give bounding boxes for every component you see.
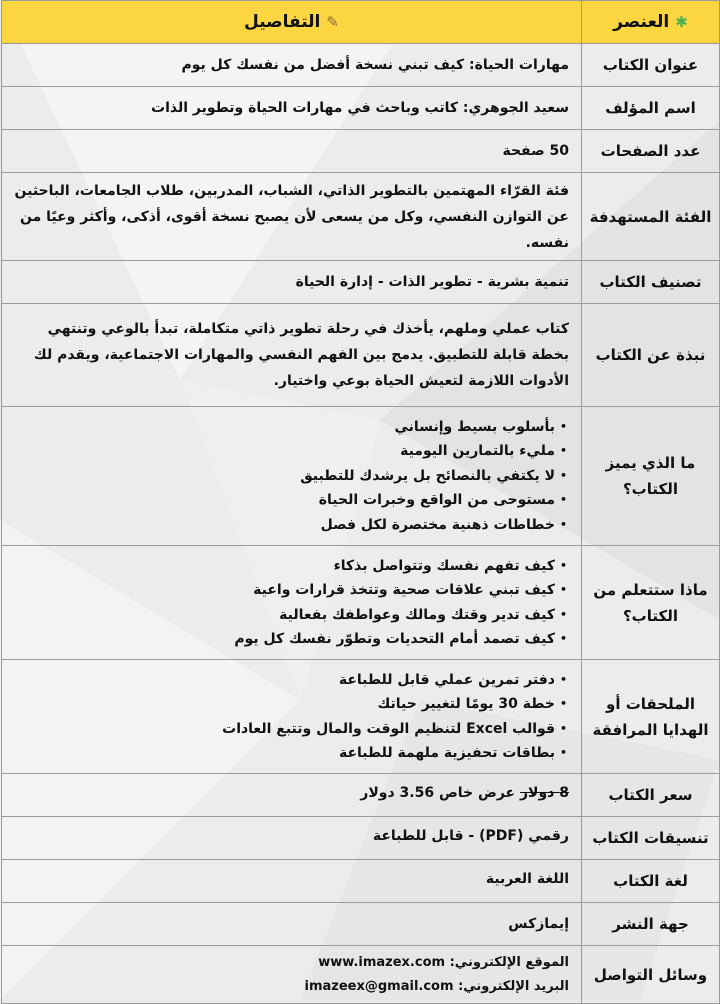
- list-item: • مليء بالتمارين اليومية: [10, 439, 555, 464]
- table-row: [2, 774, 720, 817]
- row-key: عنوان الكتاب: [582, 44, 720, 87]
- category-value: تنمية بشرية - تطوير الذات - إدارة الحياة: [2, 261, 582, 304]
- list-item: • بطاقات تحفيزية ملهمة للطباعة: [10, 741, 555, 766]
- row-key: الفئة المستهدفة: [582, 173, 720, 261]
- list-item: • خطاطات ذهنية مختصرة لكل فصل: [10, 513, 555, 538]
- list-item: • خطة 30 يومًا لتغيير حياتك: [10, 692, 555, 717]
- header-element-label: العنصر: [613, 12, 670, 32]
- row-key: جهة النشر: [582, 903, 720, 946]
- row-key: تنسيقات الكتاب: [582, 817, 720, 860]
- features-list: [10, 415, 569, 538]
- email-link[interactable]: imazeex@gmail.com: [304, 978, 454, 994]
- list-item: • دفتر تمرين عملي قابل للطباعة: [10, 668, 555, 693]
- price-value: [2, 774, 582, 817]
- book-title-value: مهارات الحياة: كيف تبني نسخة أفضل من نفسك كل يوم: [2, 44, 582, 87]
- row-key: سعر الكتاب: [582, 774, 720, 817]
- table-row: [2, 860, 720, 903]
- row-key: الملحقات أو الهدايا المرافقة: [582, 660, 720, 774]
- website-label: الموقع الإلكتروني:: [449, 954, 569, 970]
- language-value: اللغة العربية: [2, 860, 582, 903]
- row-key: لغة الكتاب: [582, 860, 720, 903]
- table-row: [2, 44, 720, 87]
- format-value: رقمي (PDF) - قابل للطباعة: [2, 817, 582, 860]
- table-row: [2, 173, 720, 261]
- old-price: 8 دولار: [520, 785, 569, 801]
- list-item: • بأسلوب بسيط وإنساني: [10, 415, 555, 440]
- email-label: البريد الإلكتروني:: [458, 978, 569, 994]
- puzzle-icon: ✱: [675, 13, 688, 31]
- row-key: نبذة عن الكتاب: [582, 304, 720, 407]
- features-value: [2, 407, 582, 546]
- website-line: [10, 951, 569, 975]
- bonuses-list: [10, 668, 569, 766]
- summary-value: كتاب عملي وملهم، يأخذك في رحلة تطوير ذاتي متكاملة، تبدأ بالوعي وتنتهي بخطة قابلة للتطبيق. يدمج بين الفهم النفسي والمهارات الاجتماعية، ويقدم لك الأدوات اللازمة لتعيش الحياة بوعي واختيار.: [2, 304, 582, 407]
- pages-value: 50 صفحة: [2, 130, 582, 173]
- table-header-row: [2, 1, 720, 44]
- email-line: [10, 975, 569, 999]
- memo-icon: ✎: [326, 13, 339, 31]
- table-row: [2, 130, 720, 173]
- table-row: [2, 304, 720, 407]
- bonuses-value: [2, 660, 582, 774]
- contact-value: [2, 946, 582, 1004]
- list-item: • مستوحى من الواقع وخبرات الحياة: [10, 488, 555, 513]
- table-row: [2, 261, 720, 304]
- audience-value: فئة القرّاء المهتمين بالتطوير الذاتي، الشباب، المدربين، طلاب الجامعات، الباحثين عن التوازن النفسي، وكل من يسعى لأن يصبح نسخة أقوى، أذكى، وأكثر وعيًا من نفسه.: [2, 173, 582, 261]
- learn-list: [10, 554, 569, 652]
- header-element: [582, 1, 720, 44]
- header-details-label: التفاصيل: [244, 12, 321, 32]
- learn-value: [2, 546, 582, 660]
- list-item: • قوالب Excel لتنظيم الوقت والمال وتتبع العادات: [10, 717, 555, 742]
- row-key: ماذا ستتعلم من الكتاب؟: [582, 546, 720, 660]
- list-item: • كيف تصمد أمام التحديات وتطوّر نفسك كل يوم: [10, 627, 555, 652]
- table-row: [2, 407, 720, 546]
- table-row: [2, 903, 720, 946]
- row-key: عدد الصفحات: [582, 130, 720, 173]
- publisher-value: إيمازكس: [2, 903, 582, 946]
- author-value: سعيد الجوهري: كاتب وباحث في مهارات الحياة وتطوير الذات: [2, 87, 582, 130]
- row-key: وسائل التواصل: [582, 946, 720, 1004]
- header-details: [2, 1, 582, 44]
- row-key: تصنيف الكتاب: [582, 261, 720, 304]
- list-item: • كيف تدير وقتك ومالك وعواطفك بفعالية: [10, 603, 555, 628]
- table-row: [2, 546, 720, 660]
- list-item: • كيف تبني علاقات صحية وتتخذ قرارات واعية: [10, 578, 555, 603]
- row-key: ما الذي يميز الكتاب؟: [582, 407, 720, 546]
- table-row: [2, 946, 720, 1004]
- table-row: [2, 660, 720, 774]
- offer-price: عرض خاص 3.56 دولار: [360, 785, 516, 801]
- row-key: اسم المؤلف: [582, 87, 720, 130]
- table-row: [2, 87, 720, 130]
- website-link[interactable]: www.imazex.com: [318, 954, 446, 970]
- table-row: [2, 817, 720, 860]
- book-details-table: [1, 0, 720, 1004]
- list-item: • كيف تفهم نفسك وتتواصل بذكاء: [10, 554, 555, 579]
- list-item: • لا يكتفي بالنصائح بل يرشدك للتطبيق: [10, 464, 555, 489]
